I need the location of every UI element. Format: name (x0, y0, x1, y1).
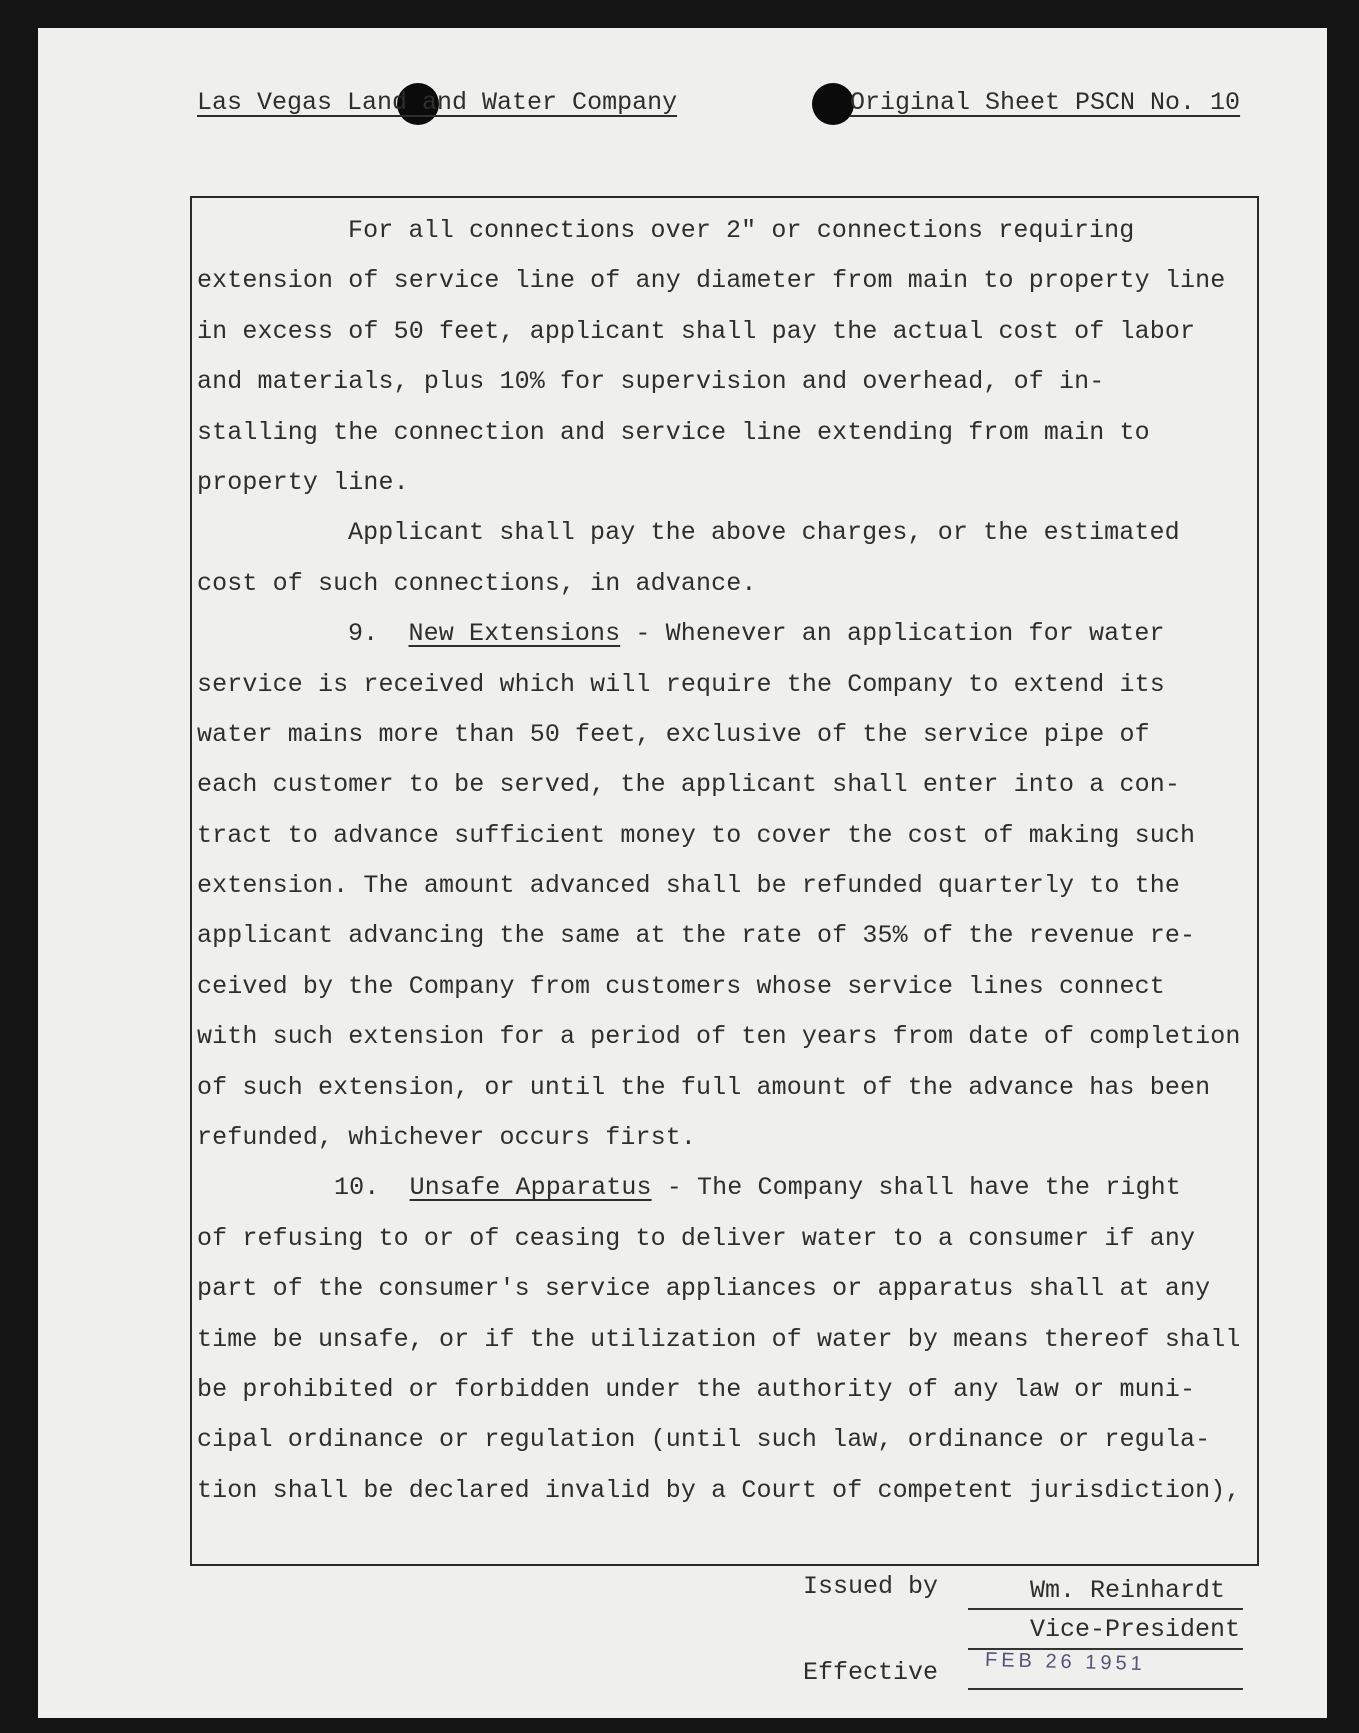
sheet-number-header: Original Sheet PSCN No. 10 (850, 88, 1241, 117)
body-line: service is received which will require the Company to extend its (197, 669, 1165, 699)
issuer-signature-line (968, 1608, 1243, 1610)
section-10-title: Unsafe Apparatus (409, 1173, 652, 1203)
body-line: part of the consumer's service appliances or apparatus shall at any (197, 1274, 1211, 1304)
section-10-heading (197, 1163, 1252, 1213)
section-10-lead: - The Company shall have the right (651, 1173, 1181, 1203)
body-line: with such extension for a period of ten years from date of completion (197, 1022, 1241, 1052)
body-line: each customer to be served, the applicant shall enter into a con- (197, 770, 1180, 800)
issued-by-label: Issued by (803, 1572, 939, 1601)
punch-hole-right (812, 83, 854, 125)
effective-date-line (968, 1688, 1243, 1690)
issuer-name: Wm. Reinhardt (1030, 1576, 1226, 1605)
body-line: tion shall be declared invalid by a Court of competent jurisdiction), (197, 1475, 1241, 1505)
body-line: Applicant shall pay the above charges, or the estimated (348, 518, 1180, 548)
body-line: For all connections over 2" or connections requiring (348, 216, 1135, 245)
body-line: cipal ordinance or regulation (until such law, ordinance or regula- (197, 1425, 1211, 1455)
issuer-title: Vice-President (1030, 1615, 1241, 1644)
body-line: property line. (197, 467, 409, 497)
body-line: stalling the connection and service line extending from main to (197, 417, 1150, 447)
body-line: time be unsafe, or if the utilization of water by means thereof shall (197, 1324, 1241, 1354)
company-name-header: Las Vegas Land and Water Company (197, 88, 678, 117)
body-line: cost of such connections, in advance. (197, 568, 757, 598)
body-line: extension of service line of any diameter from main to property line (197, 266, 1226, 296)
section-9-number: 9. (348, 619, 379, 649)
effective-date-stamp: FEB 26 1951 (984, 1648, 1147, 1676)
body-line: be prohibited or forbidden under the authority of any law or muni- (197, 1374, 1196, 1404)
body-line: applicant advancing the same at the rate of 35% of the revenue re- (197, 921, 1196, 951)
body-line: of such extension, or until the full amount of the advance has been (197, 1072, 1211, 1102)
section-9-heading (197, 609, 1252, 659)
body-line: ceived by the Company from customers whose service lines connect (197, 971, 1165, 1001)
section-10-number: 10. (334, 1173, 380, 1203)
body-line: in excess of 50 feet, applicant shall pay the actual cost of labor (197, 316, 1196, 346)
section-9-lead: - Whenever an application for water (620, 619, 1165, 649)
effective-label: Effective (803, 1658, 939, 1687)
body-line: refunded, whichever occurs first. (197, 1123, 697, 1153)
body-line: tract to advance sufficient money to cover the cost of making such (197, 820, 1196, 850)
tariff-body (197, 206, 1252, 1516)
body-line: water mains more than 50 feet, exclusive of the service pipe of (197, 719, 1150, 749)
body-line: and materials, plus 10% for supervision and overhead, of in- (197, 367, 1105, 397)
body-line: extension. The amount advanced shall be refunded quarterly to the (197, 871, 1180, 901)
section-9-title: New Extensions (408, 619, 621, 649)
body-line: of refusing to or of ceasing to deliver water to a consumer if any (197, 1223, 1196, 1253)
